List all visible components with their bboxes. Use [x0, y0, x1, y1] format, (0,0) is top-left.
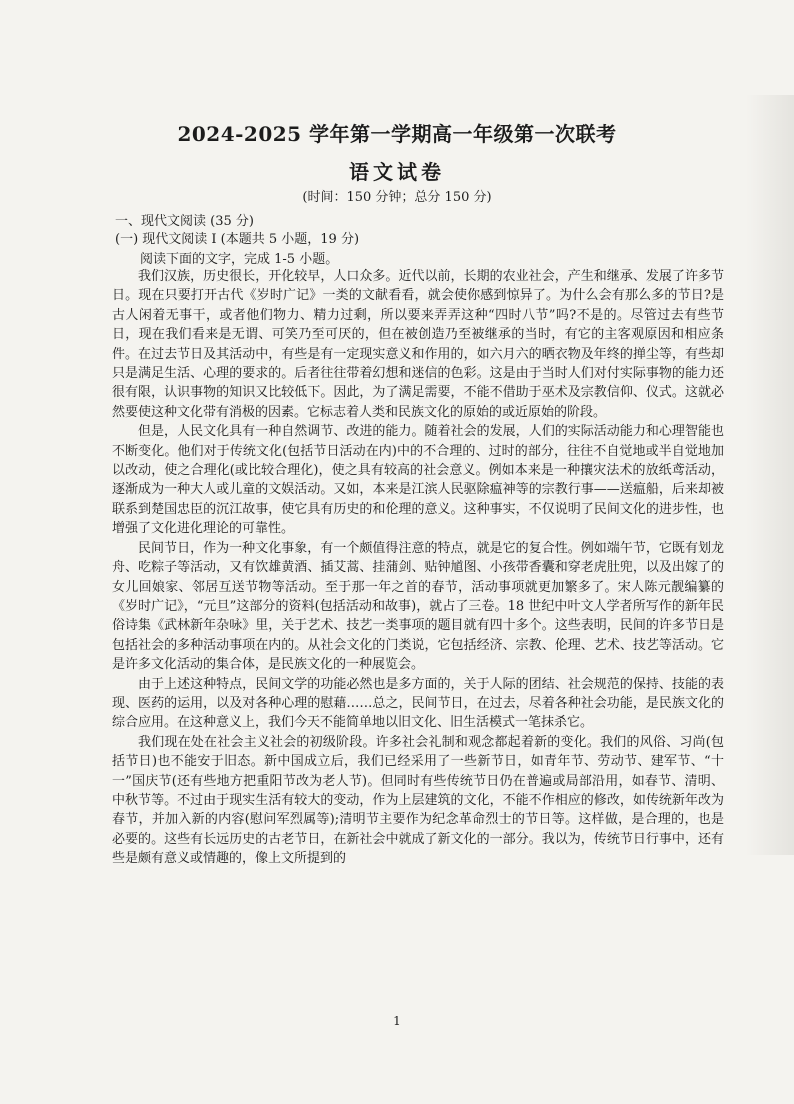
- page-number: 1: [393, 1014, 401, 1028]
- reading-passage: [112, 267, 724, 869]
- passage-paragraph: 但是，人民文化具有一种自然调节、改进的能力。随着社会的发展，人们的实际活动能力和心理智能也不断变化。他们对于传统文化(包括节日活动在内)中的不合理的、过时的部分，往往不自觉地或半自觉地加以改动，使之合理化(或比较合理化)，使之具有较高的社会意义。例如本来是一种攘灾法术的放纸鸢活动，逐渐成为一种大人或儿童的文娱活动。又如，本来是江滨人民驱除瘟神等的宗教行事——送瘟船，后来却被联系到楚国忠臣的沉江故事，使它具有历史的和伦理的意义。这种事实，不仅说明了民间文化的进步性，也增强了文化进化理论的可靠性。: [112, 424, 724, 537]
- exam-time-info: (时间：150 分钟；总分 150 分): [302, 190, 492, 205]
- reading-instruction: 阅读下面的文字，完成 1-5 小题。: [140, 252, 339, 267]
- subsection-heading: (一) 现代文阅读 I (本题共 5 小题，19 分): [115, 232, 360, 247]
- passage-paragraph: 我们现在处在社会主义社会的初级阶段。许多社会礼制和观念都起着新的变化。我们的风俗、习尚(包括节日)也不能安于旧态。新中国成立后，我们已经采用了一些新节日，如青年节、劳动节、建军节、“十一”国庆节(还有些地方把重阳节改为老人节)。但同时有些传统节日仍在普遍或局部沿用，如春节、清明、中秋节等。不过由于现实生活有较大的变动，作为上层建筑的文化，不能不作相应的修改，如传统新年改为春节，并加入新的内容(慰问军烈属等);清明节主要作为纪念革命烈士的节日等。这样做，是合理的，也是必要的。这些有长远历史的古老节日，在新社会中就成了新文化的一部分。我以为，传统节日行事中，还有些是颇有意义或情趣的，像上文所提到的: [112, 734, 724, 867]
- passage-paragraph: 民间节日，作为一种文化事象，有一个颇值得注意的特点，就是它的复合性。例如端午节，它既有划龙舟、吃粽子等活动，又有饮雄黄酒、插艾蒿、挂蒲剑、贴钟馗图、小孩带香囊和穿老虎肚兜，以及出嫁了的女儿回娘家、邻居互送节物等活动。至于那一年之首的春节，活动事项就更加繁多了。宋人陈元靓编纂的《岁时广记》，“元旦”这部分的资料(包括活动和故事)，就占了三卷。18 世纪中叶文人学者所写作的新年民俗诗集《武林新年杂咏》里，关于艺术、技艺一类事项的题目就有四十多个。这些表明，民间的许多节日是包括社会的多种活动事项在内的。从社会文化的门类说，它包括经济、宗教、伦理、艺术、技艺等活动。它是许多文化活动的集合体，是民族文化的一种展览会。: [112, 540, 724, 673]
- section-heading: 一、现代文阅读 (35 分): [115, 214, 254, 229]
- exam-subtitle: 语文试卷: [349, 160, 445, 184]
- exam-title: 2024-2025 学年第一学期高一年级第一次联考: [177, 122, 617, 146]
- passage-paragraph: 我们汉族，历史很长，开化较早，人口众多。近代以前，长期的农业社会，产生和继承、发展了许多节日。现在只要打开古代《岁时广记》一类的文献看看，就会使你感到惊异了。为什么会有那么多的节日?是古人闲着无事干，或者他们物力、精力过剩，所以要来弄弄这种“四时八节”吗?不是的。尽管过去有些节日，现在我们看来是无谓、可笑乃至可厌的，但在被创造乃至被继承的当时，有它的主客观原因和相应条件。在过去节日及其活动中，有些是有一定现实意义和作用的，如六月六的晒衣物及年终的掸尘等，有些却只是满足生活、心理的要求的。后者往往带着幻想和迷信的色彩。这是由于当时人们对付实际事物的能力还很有限，认识事物的知识又比较低下。因此，为了满足需要，不能不借助于巫术及宗教信仰、仪式。这就必然要使这种文化带有消极的因素。它标志着人类和民族文化的原始的或近原始的阶段。: [112, 269, 724, 420]
- passage-paragraph: 由于上述这种特点，民间文学的功能必然也是多方面的，关于人际的团结、社会规范的保持、技能的表现、医药的运用，以及对各种心理的慰藉……总之，民间节日，在过去，尽着各种社会功能，是民族文化的综合应用。在这种意义上，我们今天不能简单地以旧文化、旧生活模式一笔抹杀它。: [112, 676, 724, 731]
